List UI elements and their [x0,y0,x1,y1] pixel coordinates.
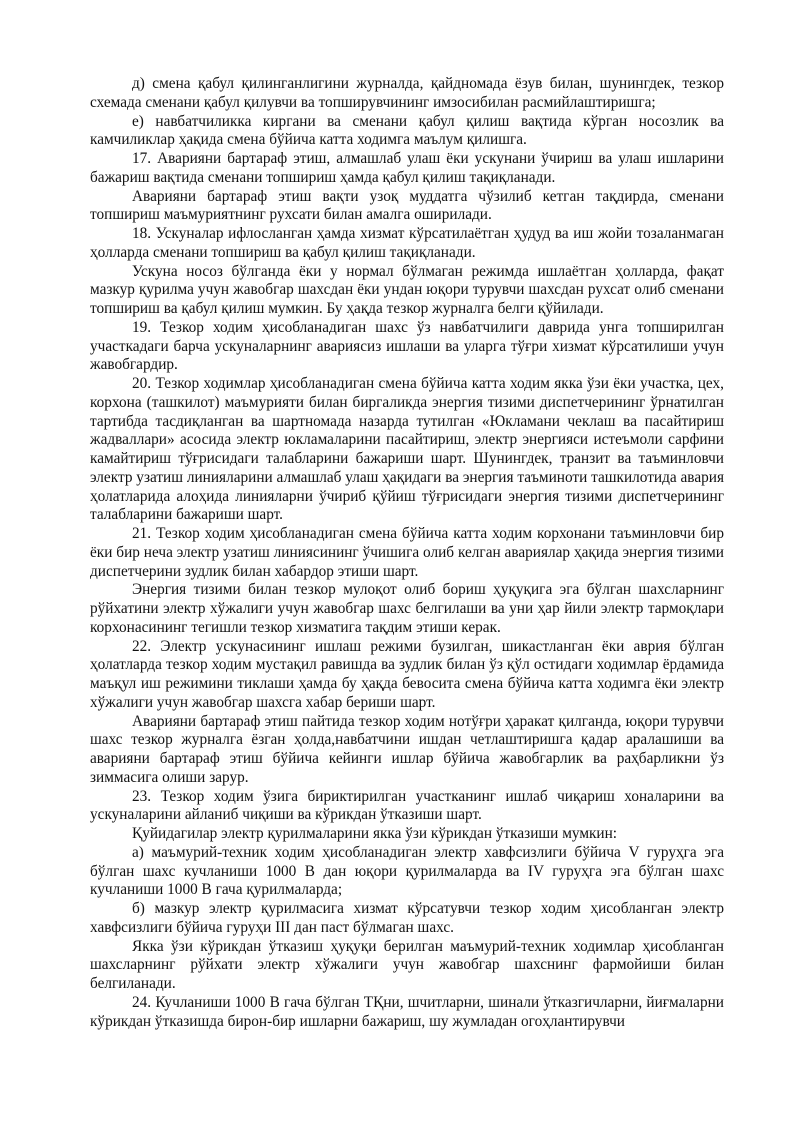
document-page [90,75,724,1031]
paragraph-21: 21. Тезкор ходим ҳисобланадиган смена бўйича катта ходим корхонани таъминловчи бир ёки бир неча электр узатиш линиясининг ўчишига олиб келган авариялар ҳақида энергия тизими диспетчерини зудлик билан хабардор этиши шарт. [90,525,724,580]
paragraph-22: 22. Электр ускунасининг ишлаш режими бузилган, шикастланган ёки аврия бўлган ҳолатларда тезкор ходим мустақил равишда ва зудлик билан ўз қўл остидаги ходимлар ёрдамида маъқул иш режимини тиклаши ҳамда бу ҳақда бевосита смена бўйича катта ходимга ёки электр хўжалиги учун жавобгар шахсга хабар бериши шарт. [90,637,724,711]
paragraph-23a: а) маъмурий-техник ходим ҳисобланадиган электр хавфсизлиги бўйича V гуруҳга эга бўлган шахс кучланиши 1000 В дан юқори қурилмаларда ва IV гуруҳга эга бўлган шахс кучланиши 1000 В гача қурилмаларда; [90,843,724,899]
paragraph-23: 23. Тезкор ходим ўзига бириктирилган участканинг ишлаб чиқариш хоналарини ва ускуналарини айланиб чиқиши ва кўрикдан ўтказиши шарт. [90,787,724,824]
paragraph-17: 17. Аварияни бартараф этиш, алмашлаб улаш ёки ускунани ўчириш ва улаш ишларини бажариш вақтида сменани топшириш ҳамда қабул қилиш тақиқланади. [90,150,724,186]
paragraph-22-cont: Аварияни бартараф этиш пайтида тезкор ходим нотўғри ҳаракат қилганда, юқори турувчи шахс тезкор журналга ёзган ҳолда,навбатчини ишдан четлаштиришга қадар аралашиши ва аварияни бартараф этиш бўйича кейинги ишлар бўйича жавобгарлик ва раҳбарликни ўз зиммасига олиши зарур. [90,712,724,786]
paragraph-16d: д) смена қабул қилинганлигини журналда, қайдномада ёзув билан, шунингдек, тезкор схемада сменани қабул қилувчи ва топширувчининг имзосибилан расмийлаштиришга; [90,75,724,111]
paragraph-19: 19. Тезкор ходим ҳисобланадиган шахс ўз навбатчилиги даврида унга топширилган участкадаги барча ускуналарнинг авариясиз ишлаши ва уларга тўғри хизмат кўрсатилиши учун жавобгардир. [90,318,724,374]
paragraph-23b: б) мазкур электр қурилмасига хизмат кўрсатувчи тезкор ходим ҳисобланган электр хавфсизлиги бўйича гуруҳи III дан паст бўлмаган шахс. [90,900,724,936]
paragraph-24: 24. Кучланиши 1000 В гача бўлган ТҚни, шчитларни, шинали ўтказгичларни, йиғмаларни кўрикдан ўтказишда бирон-бир ишларни бажариш, шу жумладан огоҳлантирувчи [90,993,724,1030]
paragraph-23-intro: Қуйидагилар электр қурилмаларини якка ўзи кўрикдан ўтказиши мумкин: [132,825,618,842]
paragraph-21-cont: Энергия тизими билан тезкор мулоқот олиб бориш ҳуқуқига эга бўлган шахсларнинг рўйхатини электр хўжалиги учун жавобгар шахс белгилаши ва уни ҳар йили электр тармоқлари корхонасининг тегишли тезкор хизматига тақдим этиши керак. [90,581,724,636]
paragraph-18-cont: Ускуна носоз бўлганда ёки у нормал бўлмаган режимда ишлаётган ҳолларда, фақат мазкур қурилма учун жавобгар шахсдан ёки ундан юқори турувчи шахсдан рухсат олиб сменани топшириш ва қабул қилиш мумкин. Бу ҳақда тезкор журналга белги қўйилади. [90,262,724,317]
paragraph-23-cont: Якка ўзи кўрикдан ўтказиш ҳуқуқи берилган маъмурий-техник ходимлар ҳисобланган шахсларнинг рўйхати электр хўжалиги учун жавобгар шахснинг фармойиши билан белгиланади. [90,937,724,992]
paragraph-20: 20. Тезкор ходимлар ҳисобланадиган смена бўйича катта ходим якка ўзи ёки участка, цех, корхона (ташкилот) маъмурияти билан биргаликда энергия тизими диспетчерининг ўрнатилган тартибда тасдиқланган ва шартномада назарда тутилган «Юкламани чеклаш ва пасайтириш жадваллари» асосида электр юкламаларини пасайтириш, электр энергияси истеъмоли сарфини камайтириш тўғрисидаги талабларини бажариши шарт. Шунингдек, транзит ва таъминловчи электр узатиш линияларини алмашлаб улаш ҳақидаги ва энергия таъминоти ташкилотида авария ҳолатларида алоҳида линияларни ўчириб қўйиш тўғрисидаги энергия тизими диспетчерининг талабларини бажариши шарт. [90,375,724,524]
paragraph-18: 18. Ускуналар ифлосланган ҳамда хизмат кўрсатилаётган ҳудуд ва иш жойи тозаланмаган ҳолларда сменани топшириш ва қабул қилиш тақиқланади. [90,225,724,261]
paragraph-16e: е) навбатчиликка киргани ва сменани қабул қилиш вақтида кўрган носозлик ва камчиликлар ҳақида смена бўйича катта ходимга маълум қилишга. [90,112,724,149]
paragraph-17-cont: Аварияни бартараф этиш вақти узоқ муддатга чўзилиб кетган тақдирда, сменани топшириш маъмуриятнинг рухсати билан амалга оширилади. [90,187,724,224]
